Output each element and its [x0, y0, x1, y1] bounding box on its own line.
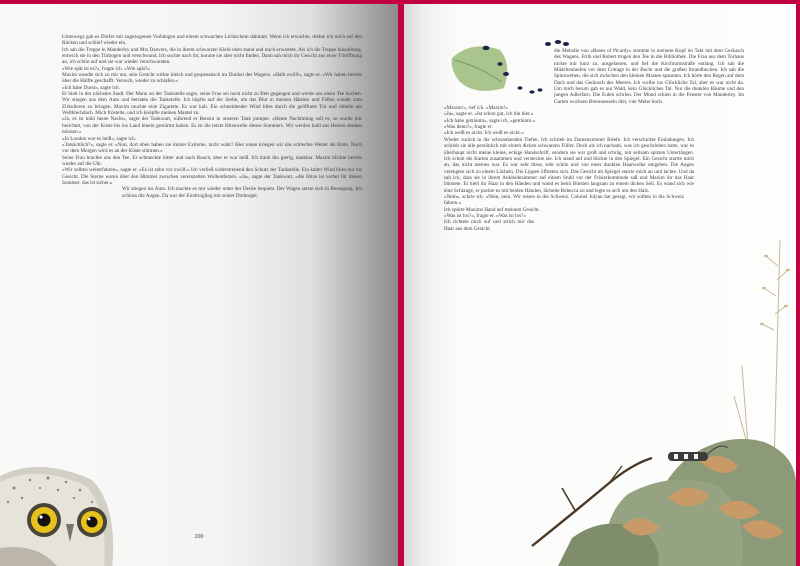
paragraph: Wieder zurück in die schwankenden Tiefen. Ich schrieb im Damenzimmer Briefe. Ich verschickte Einladungen. Ich schrieb sie alle persönlich mit einem dicken schwarzen Füller. Doch als ich nachsah, was ich geschrieben hatte, war es überhaupt nicht meine kleine, eckige Handschrift, sondern sie war groß und schräg, mit seltsam spitzen Unterlängen. Ich schob die Karten zusammen und versteckte sie. Ich stand auf und blickte in den Spiegel. Ein Gesicht starrte mich an, das nicht meines war. Es war sehr blass, sehr schön und von einer dunklen Haarwolke umgeben. Die Augen verengten sich zu einem Lächeln. Die Lippen öffneten sich. Das Gesicht im Spiegel starrte mich an und lachte. Und da sah ich, dass sie in ihrem Ankleidezimmer auf einem Stuhl vor der Frisierkommode saß und Maxim ihr das Haar bürstete. Er hielt ihr Haar in den Händen und wand es beim Bürsten langsam zu einem dicken Seil. Es wand sich wie eine Schlange, er packte es mit beiden Händen, lächelte Rebecca zu und legte es sich um den Hals. — [444, 136, 694, 194]
paragraph: Er hielt in der nächsten Stadt. Der Mann an der Tankstelle sagte, seine Frau sei noch nicht zu Bett gegangen und werde uns einen Tee kochen. Wir stiegen aus dem Auto und betraten die Tankstelle. Ich hüpfte auf der Stelle, um das Blut in meinen Händen und Füßen wieder zum Zirkulieren zu bringen. Maxim rauchte eine Zigarette. Es war kalt. Ein schneidender Wind blies durch die geöffnete Tür und rüttelte am Wellblechdach. Mich fröstelte, und ich knöpfte meinen Mantel zu. — [62, 91, 362, 117]
paragraph: Maxim wandte sich zu mir um, sein Gesicht wirkte bleich und gespenstisch im Dunkel des Wagens. »Halb zwölf«, sagte er. »Wir haben bereits über die Hälfte geschafft. Versuch, wieder zu schlafen.« — [62, 72, 362, 85]
left-text-column — [62, 34, 362, 199]
paragraph: »Was denn?«, fragte er. — [444, 124, 493, 131]
paragraph: Ich richtete mich auf und strich mir das Haar aus dem Gesicht. — [444, 219, 534, 232]
paragraph: Ich sah die Treppe in Manderley und Mrs Danvers, die in ihrem schwarzen Kleid oben stand und mich erwartete. Als ich die Treppe hinaufstieg, entwich sie in den Türbogen und verschwand. Ich suchte nach ihr, konnte sie aber nicht finden. Dann sah mich ihr Gesicht aus einer Türöffnung an, ich schrie auf und sie war wieder verschwunden. — [62, 46, 362, 66]
right-page — [404, 4, 796, 566]
paragraph: »Ich habe geträumt«, sagte ich, »geträumt.« — [444, 117, 536, 124]
paragraph: Seine Frau brachte uns den Tee. Er schmeckte bitter und nach Rauch, aber er war heiß. Ich trank ihn gierig, dankbar. Maxim blickte bereits wieder auf die Uhr. — [62, 154, 362, 167]
paragraph: die Melodie von »Roses of Picardy« summte in meinem Kopf im Takt mit dem Geräusch des Wagens. Frith und Robert trugen den Tee in die Bibliothek. Die Frau aus dem Torhaus nickte mir kurz zu, ausgelassen, und lief die Kirchturmstraße entlang. Ich sah die Mädchenlaufen vor dem Cottage in der Bucht und die großen Strandbuchen. Ich sah die Spinnweben, die sich zwischen den kleinen Masten spannten. Ich hörte den Regen auf dem Dach und das Geräusch des Meeres. Ich wollte ins Glückliche Tal, aber es war nicht da. Um mich herum gab es nur Wald, kein Glückliches Tal. Nur die dunklen Bäume und den jungen Adlerfarn. Die Eulen schrien. Der Mond schien in die Fenster von Manderley. Im Garten wuchsen Brennnesseln drei, vier Meter hoch. — [554, 48, 744, 105]
paragraph: Wir stiegen ins Auto. Ich machte es mir wieder unter der Decke bequem. Der Wagen setzte sich in Bewegung. Ich schloss die Augen. Da war der Eindringling mit seiner Drehorgel, — [122, 186, 362, 199]
paragraph: »Tatsächlich?«, sagte er. »Nun, dort oben haben sie immer Extreme, nicht wahr? Hier unten kriegen wir das schlechte Wetter als Erste. Noch vor dem Morgen wird es an der Küste stürmen.« — [62, 141, 362, 155]
paragraph: »Ja, es ist kühl heute Nacht«, sagte der Tankwart, während er Benzin in unseren Tank pumpte. »Heute Nachmittag soll es, so wurde mir berichtet, von der Küste bis ins Land hinein gestürmt haben. Es ist die letzte Hitzewelle dieses Sommers. Wir werden bald ans Heizen denken müssen.« — [62, 116, 362, 136]
paragraph: »Ja«, sagte er. »Ist schon gut, ich bin hier.« — [444, 111, 534, 118]
page-number: 200 — [194, 534, 204, 540]
paragraph: »Ich weiß es nicht. Ich weiß es nicht.« — [444, 130, 524, 137]
paragraph: »Ich habe Durst«, sagte ich. — [62, 84, 120, 91]
owl-illustration — [0, 462, 120, 566]
right-text-column — [444, 48, 744, 232]
forest-floor-illustration — [512, 226, 796, 566]
paragraph: »In London war es heiß«, sagte ich. — [62, 135, 137, 142]
left-page — [0, 4, 398, 566]
paragraph: »Maxim!«, rief ich. »Maxim!« — [444, 105, 508, 112]
paragraph: Unterwegs gab es Dörfer mit zugezogenen Vorhängen und einem schwachen Lichtschein dahinter. Wenn ich erwachte, drehte ich mich auf den Rücken und schlief wieder ein. — [62, 34, 362, 47]
paragraph: Ich spürte Maxims Hand auf meinem Gesicht. — [444, 206, 540, 213]
paragraph: »Wie spät ist es?«, fragte ich. »Wie spät?« — [62, 65, 150, 72]
paragraph: »Was ist los?«, fragte er. »Was ist los?« — [444, 212, 527, 219]
paragraph: »Wir sollten weiterfahren«, sagte er. »Es ist zehn vor zwölf.« Ich verließ widerstrebend den Schutz der Tankstelle. Ein kalter Wind blies mir ins Gesicht. Die Sterne waren über den Himmel zwischen vereinzelten Wolkenfetzen. »Ja«, sagte der Tankwart, »die Hitze ist vorbei für diesen Sommer, das ist sicher.« — [62, 167, 362, 186]
paragraph: »Nein«, schrie ich. »Nein, nein. Wir reisen in die Schweiz. Colonel Julyan hat gesagt, wir sollten in die Schweiz fahren.« — [444, 193, 684, 207]
